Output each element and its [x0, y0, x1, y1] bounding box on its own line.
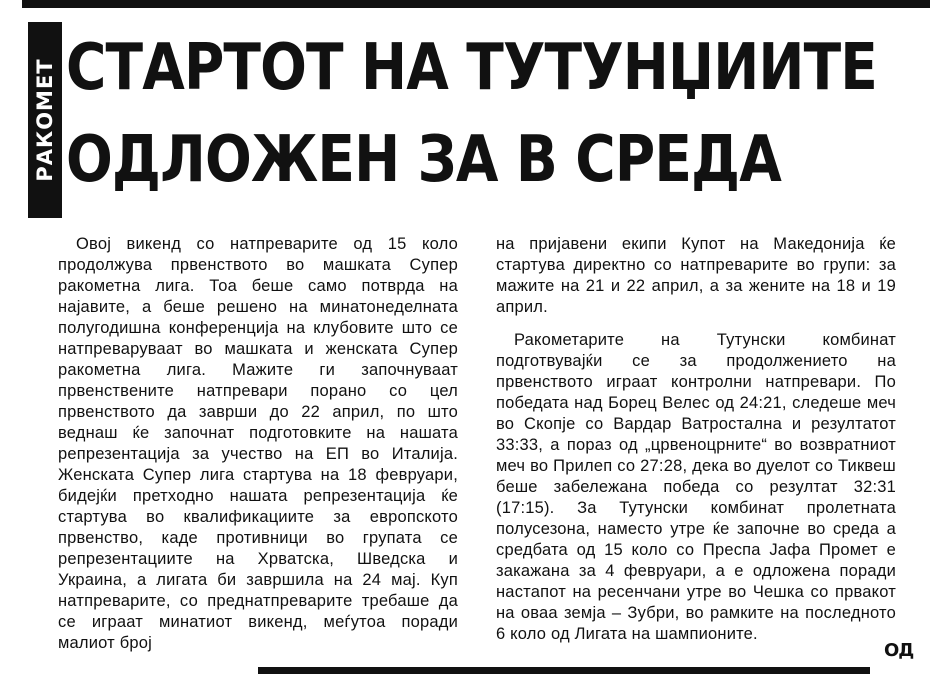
article-column-left — [58, 234, 458, 654]
headline-line-1: СТАРТОТ НА ТУТУНЏИИТЕ — [66, 31, 878, 105]
top-rule — [22, 0, 930, 8]
bottom-rule — [258, 667, 870, 674]
section-label: РАКОМЕТ — [33, 58, 57, 182]
article-column-right — [496, 234, 896, 645]
section-label-tab — [28, 22, 62, 218]
article-paragraph-continuation: на пријавени екипи Купот на Македонија ќе стартува директно со натпреварите во групи: за мажите на 21 и 22 април, а за жените на 18 и 19 април. — [496, 235, 896, 316]
article-paragraph: Овој викенд со натпреварите од 15 коло продолжува првенството во машката Супер ракометна лига. Тоа беше само потврда на најавите, а беше решено на минатонеделната полугодишна конференција на клубовите што се натпреваруваат во машката и женската Супер ракометна лига. Мажите ги започнуваат првенствените натпревари порано со цел првенството да заврши до 22 април, по што веднаш ќе започнат подготовките на нашата репрезентација за учество на ЕП во Италија. Женската Супер лига стартува на 18 февруари, бидејќи претходно нашата репрезентација ќе стартува во квалификациите за европското првенство, каде противници во групата се репрезентациите на Хрватска, Шведска и Украина, а лигата би завршила на 24 мај. Куп натпреварите, со преднатпреварите требаше да се играат минатиот викенд, меѓутоа поради малиот број — [58, 235, 458, 652]
headline-line-2: ОДЛОЖЕН ЗА В СРЕДА — [66, 123, 781, 197]
end-mark: ОД — [884, 640, 914, 661]
article-paragraph: Ракометарите на Тутунски комбинат подготвувајќи се за продолжението на првенството играат контролни натпревари. По победата над Борец Велес од 24:21, следеше меч во Скопје со Вардар Ватростална и резултатот 33:33, а пораз од „црвеноцрните“ во возвратниот меч во Прилеп со 27:28, дека во дуелот со Тиквеш беше забележана победа со резултат 32:31 (17:15). За Тутунски комбинат пролетната полусезона, наместо утре ќе започне во среда а средбата од 15 коло со Преспа Јафа Промет е закажана за 4 февруари, а е одложена поради настапот на ресенчани утре во Чешка со првакот на оваа земја – Зубри, во рамките на последното 6 коло од Лигата на шампионите. — [496, 331, 896, 643]
headline — [66, 22, 878, 206]
